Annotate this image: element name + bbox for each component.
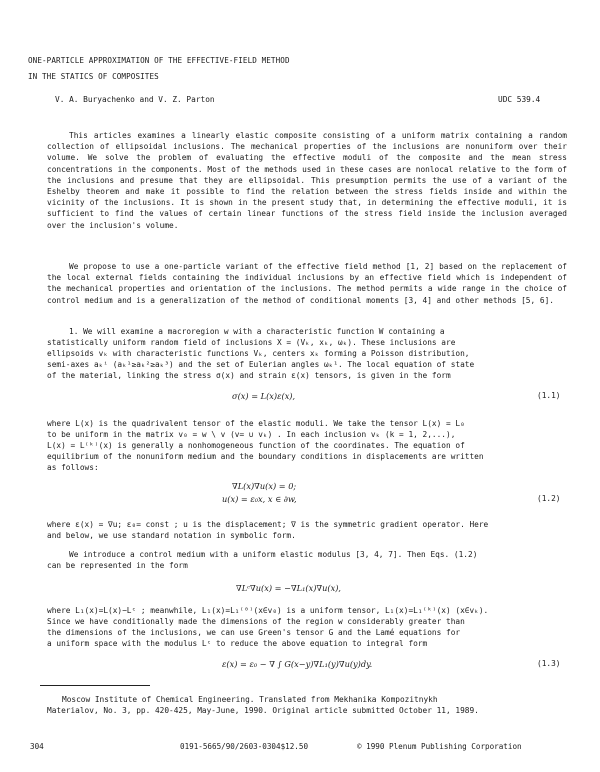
footnote-rule (40, 685, 150, 686)
intro-paragraph: We propose to use a one-particle variant of the effective field method [1, 2] based on the replacement of the local external fields containing the individual inclusions by an effective field which is independent of the mechanical properties and orientation of the inclusions. The method permits a wide range in the choice of control medium and is a generalization of the method of conditional moments [3, 4] and other methods [5, 6]. (47, 262, 567, 305)
equation-1-2-line-1: ∇L(x)∇u(x) = 0; (232, 481, 297, 491)
section1-line-2: statistically uniform random field of inclusions X = (Vₖ, xₖ, ωₖ). These inclusions are (47, 338, 456, 347)
equation-1-2-line-2: u(x) = ε₀x, x ∈ ∂w, (222, 494, 297, 504)
where-line-4: a uniform space with the modulus Lᶜ to reduce the above equation to integral form (47, 639, 428, 648)
udc-code: UDC 539.4 (498, 95, 541, 104)
notation-line-1: where ε(x) = ∇u; ε₀= const ; u is the displacement; ∇ is the symmetric gradient operator. Here (47, 520, 489, 529)
equation-1-3-number: (1.3) (537, 659, 561, 668)
moduli-line-4: equilibrium of the nonuniform medium and the boundary conditions in displacements are written (47, 452, 484, 461)
where-line-1: where L₁(x)=L(x)−Lᶜ ; meanwhile, L₁(x)=L₁⁽⁰⁾(x∈v₀) is a uniform tensor, L₁(x)=L₁⁽ᵏ⁾(x) (x∈vₖ). (47, 606, 489, 615)
equation-1-2-number: (1.2) (537, 494, 561, 503)
authors: V. A. Buryachenko and V. Z. Parton (55, 95, 215, 104)
issn-code: 0191-5665/90/2603-0304$12.50 (180, 742, 309, 751)
section1-line-1: 1. We will examine a macroregion w with a characteristic function W containing a (69, 327, 445, 336)
abstract-paragraph: This articles examines a linearly elastic composite consisting of a uniform matrix containing a random collection of ellipsoidal inclusions. The mechanical properties of the inclusions are nonuniform over their volume. We solve the problem of evaluating the effective moduli of the composite and the mean stress concentrations in the components. Most of the methods used in these cases are nonlocal relative to the form of the inclusions and presume that they are ellipsoidal. This presumption permits the use of a variant of the Eshelby theorem and make it possible to find the relation between the stress fields inside and within the vicinity of the inclusions. It is shown in the present study that, in determining the effective moduli, it is sufficient to find the values of certain linear functions of the stress field inside the inclusion averaged over the inclusion's volume. (47, 131, 567, 230)
moduli-line-3: L(x) = L⁽ᵏ⁾(x) is generally a nonhomogeneous function of the coordinates. The equation of (47, 441, 465, 450)
footnote-line-1: Moscow Institute of Chemical Engineering. Translated from Mekhanika Kompozitnykh (62, 695, 438, 704)
moduli-line-5: as follows: (47, 463, 99, 472)
equation-1-1-number: (1.1) (537, 391, 561, 400)
equation-1-1: σ(x) = L(x)ε(x), (232, 391, 296, 401)
section1-line-5: of the material, linking the stress σ(x) and strain ε(x) tensors, is given in the form (47, 371, 451, 380)
section1-line-4: semi-axes aₖⁱ (aₖ¹≥aₖ²≥aₖ³) and the set of Eulerian angles ωₖ¹. The local equation of state (47, 360, 475, 369)
where-line-2: Since we have conditionally made the dimensions of the region w considerably greater than (47, 617, 465, 626)
footnote-line-2: Materialov, No. 3, pp. 420-425, May-June, 1990. Original article submitted October 11, 1989. (47, 706, 479, 715)
moduli-line-2: to be uniform in the matrix v₀ = w \ v (v= ∪ vₖ) . In each inclusion vₖ (k = 1, 2,...), (47, 430, 456, 439)
equation-1-3: ε(x) = ε₀ − ∇ ∫ G(x−y)∇L₁(y)∇u(y)dy. (222, 659, 373, 669)
article-title-line-2: IN THE STATICS OF COMPOSITES (28, 72, 159, 81)
where-line-3: the dimensions of the inclusions, we can use Green's tensor G and the Lamé equations for (47, 628, 461, 637)
equation-control-medium: ∇Lᶜ∇u(x) = −∇L₁(x)∇u(x), (236, 583, 342, 593)
article-title-line-1: ONE-PARTICLE APPROXIMATION OF THE EFFECTIVE-FIELD METHOD (28, 56, 290, 65)
copyright-notice: © 1990 Plenum Publishing Corporation (357, 742, 522, 751)
notation-line-2: and below, we use standard notation in symbolic form. (47, 531, 296, 540)
control-medium-line-2: can be represented in the form (47, 561, 188, 570)
section1-line-3: ellipsoids vₖ with characteristic functions Vₖ, centers xₖ forming a Poisson distribution, (47, 349, 470, 358)
page-number: 304 (30, 742, 44, 751)
moduli-line-1: where L(x) is the quadrivalent tensor of the elastic moduli. We take the tensor L(x) = L₀ (47, 419, 465, 428)
control-medium-line-1: We introduce a control medium with a uniform elastic modulus [3, 4, 7]. Then Eqs. (1.2) (69, 550, 478, 559)
